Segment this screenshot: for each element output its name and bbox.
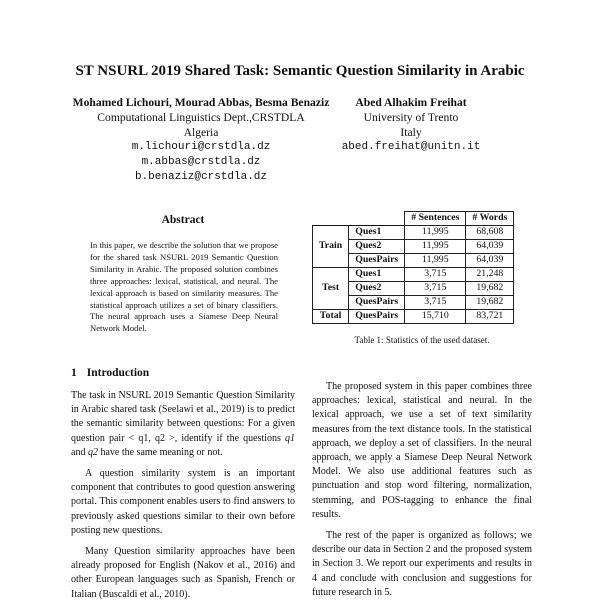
cell-words: 19,682 — [466, 282, 514, 296]
email-3[interactable]: b.benaziz@crstdla.dz — [134, 171, 268, 183]
statistics-table — [312, 211, 514, 324]
intro-paragraph-3: Many Question similarity approaches have been already proposed for English (Nakov et al., 2016) and other European languages such as Spanish, French or Italian (Buscaldi et al., 2010). — [71, 546, 295, 600]
paper-title: ST NSURL 2019 Shared Task: Semantic Question Similarity in Arabic — [75, 63, 525, 79]
country-left: Algeria — [183, 126, 219, 139]
table-caption: Table 1: Statistics of the used dataset. — [354, 335, 490, 345]
intro-paragraph-2: A question similarity system is an important component that contributes to good question answering portal. This component enables users to find answers to previously asked questions similar to their own before posting new questions. — [71, 468, 295, 536]
table-row — [313, 268, 514, 282]
email-1[interactable]: m.lichouri@crstdla.dz — [131, 141, 271, 153]
cell-sentences: 11,995 — [405, 240, 466, 254]
text-run: have the same meaning or not. — [97, 446, 223, 458]
text-run: and — [71, 446, 88, 458]
right-paragraph-2: The rest of the paper is organized as follows; we describe our data in Section 2 and the proposed system in Section 3. We report our experiments and results in 4 and conclude with conclusion and suggestions for future research in 5. — [312, 530, 532, 598]
row-label: Ques2 — [349, 240, 405, 254]
cell-sentences: 3,715 — [405, 282, 466, 296]
section-number: 1 — [71, 367, 77, 379]
intro-paragraph-1 — [71, 389, 295, 460]
right-paragraph-1: The proposed system in this paper combines three approaches: lexical, statistical and neural. In the lexical approach, we use a set of text similarity measures from the text distance tools. In the statistical approach, we deploy a set of classifiers. In the neural approach, we apply a Siamese Deep Neural Network Model. We also use additional features such as punctuation and stop word filtering, normalization, stemming, and POS-tagging to enhance the final results. — [312, 381, 532, 520]
question-pair-formula: < q1, q2 > — [128, 432, 175, 444]
cell-words: 83,721 — [466, 310, 514, 324]
row-label: Ques2 — [349, 282, 405, 296]
group-train: Train — [313, 226, 349, 268]
affiliation-left: Computational Linguistics Dept.,CRSTDLA — [97, 111, 305, 124]
text-run: The task in NSURL 2019 Semantic Question Similarity in Arabic shared task (Seelawi et al., 2019) is to predict the semantic similarity between questions: For a given question pair — [71, 390, 295, 444]
text-run: , identify if the questions — [174, 432, 286, 444]
left-column — [71, 389, 295, 602]
author-block-left — [66, 95, 336, 185]
email-4[interactable]: abed.freihat@unitn.it — [341, 141, 481, 153]
cell-words: 64,039 — [466, 240, 514, 254]
variable-q2: q2 — [87, 446, 98, 458]
author-names-left: Mohamed Lichouri, Mourad Abbas, Besma Benaziz — [72, 96, 330, 109]
table-row — [313, 226, 514, 240]
cell-sentences: 11,995 — [405, 226, 466, 240]
abstract-text: In this paper, we describe the solution that we propose for the shared task NSURL 2019 Semantic Question Similarity in Arabic. The proposed solution combines three approaches: lexical, statistical, and neural. The lexical approach is based on similarity measures. The statistical approach utilizes a set of binary classifiers. The neural approach uses a Siamese Deep Neural Network Model. — [90, 240, 278, 334]
group-total: Total — [313, 310, 349, 324]
country-right: Italy — [400, 126, 422, 139]
cell-sentences: 15,710 — [405, 310, 466, 324]
cell-words: 68,608 — [466, 226, 514, 240]
cell-words: 64,039 — [466, 254, 514, 268]
cell-words: 19,682 — [466, 296, 514, 310]
row-label: QuesPairs — [349, 310, 405, 324]
cell-sentences: 3,715 — [405, 268, 466, 282]
cell-words: 21,248 — [466, 268, 514, 282]
group-test: Test — [313, 268, 349, 310]
abstract-heading: Abstract — [161, 214, 205, 226]
row-label: Ques1 — [349, 226, 405, 240]
row-label: Ques1 — [349, 268, 405, 282]
email-2[interactable]: m.abbas@crstdla.dz — [141, 156, 261, 168]
variable-q1: q1 — [285, 432, 296, 444]
section-title: Introduction — [86, 367, 150, 379]
right-column — [312, 380, 532, 600]
table-row — [313, 310, 514, 324]
row-label: QuesPairs — [349, 254, 405, 268]
table-header-row — [313, 212, 514, 226]
cell-sentences: 3,715 — [405, 296, 466, 310]
author-block-right — [330, 95, 492, 155]
section-heading — [71, 367, 159, 379]
cell-sentences: 11,995 — [405, 254, 466, 268]
header-words: # Words — [466, 212, 514, 226]
affiliation-right: University of Trento — [363, 111, 459, 124]
row-label: QuesPairs — [349, 296, 405, 310]
author-names-right: Abed Alhakim Freihat — [355, 96, 467, 109]
header-sentences: # Sentences — [405, 212, 466, 226]
